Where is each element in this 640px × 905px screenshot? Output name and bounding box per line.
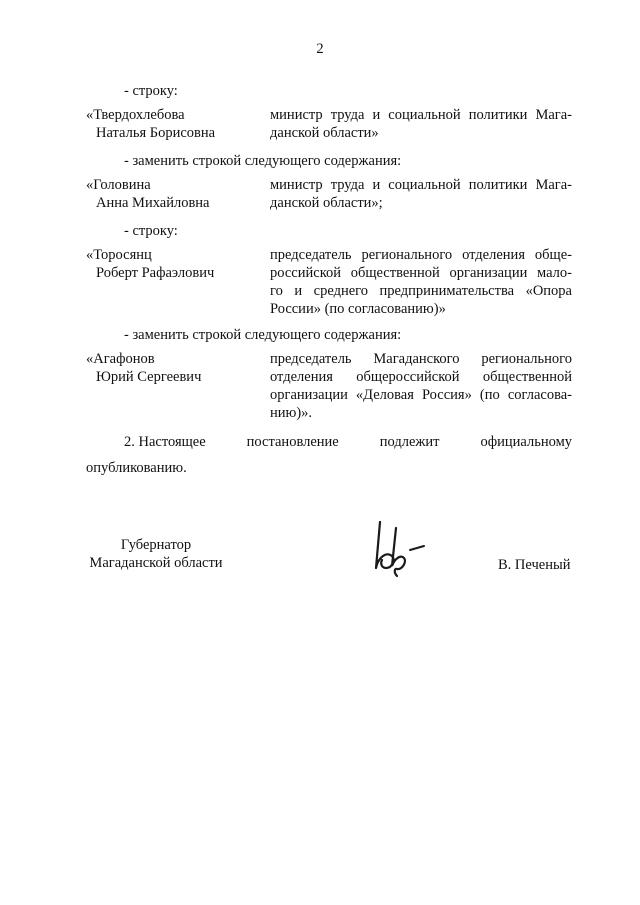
desc-line: России» (по согласованию)»	[270, 301, 446, 317]
signature-image	[366, 518, 430, 582]
signer-name: В. Печеный	[498, 557, 571, 573]
entry-description	[270, 350, 572, 422]
paragraph-word: официальному	[480, 434, 572, 450]
desc-line: го и среднего предпринимательства «Опора	[270, 283, 572, 299]
name-line: Наталья Борисовна	[96, 125, 216, 141]
paragraph-2-continuation: опубликованию.	[86, 460, 187, 476]
signatory-title-line: Магаданской области	[89, 555, 223, 571]
instruction-replace-line: - строку:	[124, 223, 178, 239]
name-line: Анна Михайловна	[96, 195, 210, 211]
desc-line: министр труда и социальной политики Мага-	[270, 177, 572, 193]
name-line: «Торосянц	[86, 247, 152, 263]
paragraph-word: постановление	[246, 434, 339, 450]
entry-name	[86, 350, 201, 386]
page-number: 2	[316, 41, 324, 57]
name-line: Роберт Рафаэлович	[96, 265, 215, 281]
desc-line: данской области»	[270, 125, 379, 141]
name-line: Юрий Сергеевич	[96, 369, 202, 385]
paragraph-2-line	[124, 433, 572, 451]
desc-line: данской области»;	[270, 195, 383, 211]
desc-line: председатель Магаданского регионального	[270, 351, 572, 367]
name-line: «Твердохлебова	[86, 107, 185, 123]
name-line: «Агафонов	[86, 351, 155, 367]
entry-name	[86, 246, 214, 282]
entry-name	[86, 176, 210, 212]
paragraph-word: 2. Настоящее	[124, 434, 206, 450]
desc-line: нию)».	[270, 405, 313, 421]
signatory-title	[86, 536, 226, 572]
instruction-replace-with: - заменить строкой следующего содержания:	[124, 327, 402, 343]
desc-line: отделения общероссийской общественной	[270, 369, 572, 385]
desc-line: российской общественной организации мало-	[270, 265, 572, 281]
handwritten-signature	[366, 518, 430, 587]
desc-line: министр труда и социальной политики Мага-	[270, 107, 572, 123]
instruction-replace-with: - заменить строкой следующего содержания:	[124, 153, 402, 169]
signatory-title-line: Губернатор	[120, 537, 192, 553]
desc-line: организации «Деловая Россия» (по согласова-	[270, 387, 572, 403]
desc-line: председатель регионального отделения обще-	[270, 247, 572, 263]
name-line: «Головина	[86, 177, 151, 193]
paragraph-word: подлежит	[379, 434, 440, 450]
instruction-replace-line: - строку:	[124, 83, 178, 99]
entry-description	[270, 246, 572, 318]
entry-description	[270, 106, 572, 142]
entry-description	[270, 176, 572, 212]
entry-name	[86, 106, 215, 142]
